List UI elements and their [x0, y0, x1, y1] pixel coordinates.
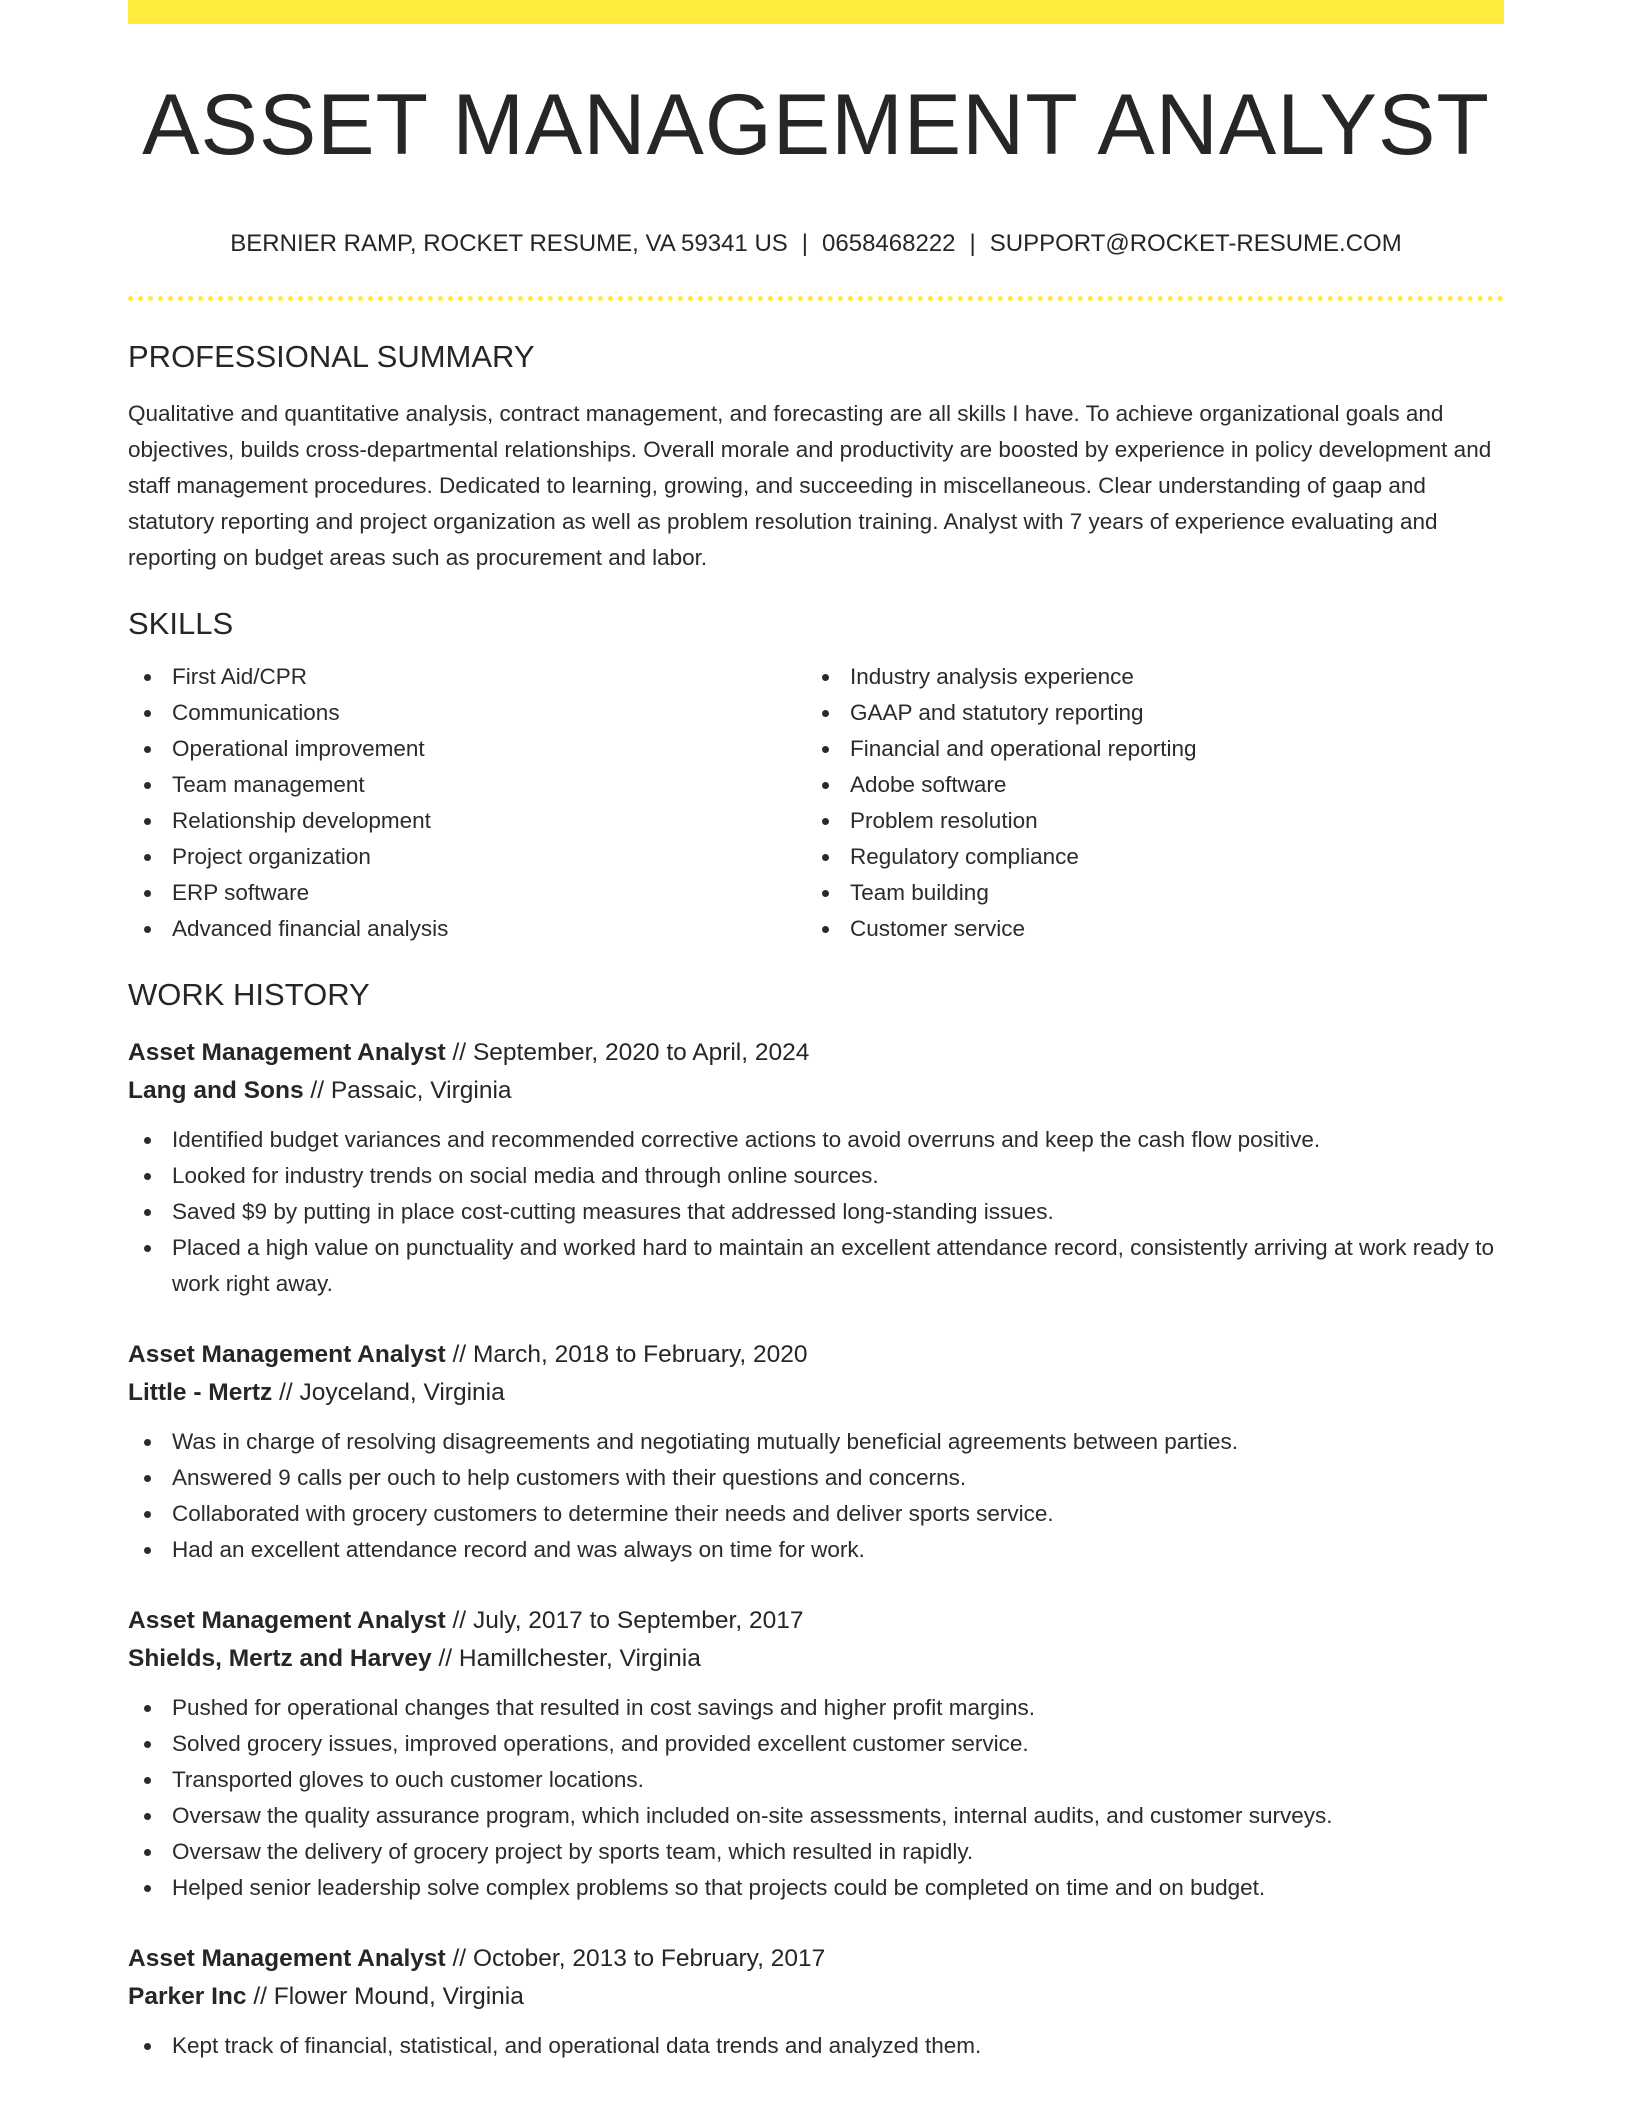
skills-column-right	[806, 659, 1484, 947]
skills-list	[128, 659, 1504, 947]
job-separator: //	[279, 1379, 293, 1406]
job-separator: //	[438, 1645, 453, 1672]
job-bullets	[128, 1424, 1504, 1568]
skill-item: Customer service	[806, 911, 1484, 947]
job-bullets	[128, 1122, 1504, 1302]
job-separator: //	[452, 1039, 467, 1066]
job-bullet: Pushed for operational changes that resulted in cost savings and higher profit margins.	[128, 1690, 1504, 1726]
job-bullet: Oversaw the quality assurance program, which included on-site assessments, internal audits, and customer surveys.	[128, 1798, 1504, 1834]
job-entry	[128, 1034, 1504, 1302]
job-entry	[128, 1602, 1504, 1906]
job-bullet: Collaborated with grocery customers to determine their needs and deliver sports service.	[128, 1496, 1504, 1532]
skill-item: Adobe software	[806, 767, 1484, 803]
accent-bar	[128, 0, 1504, 24]
contact-separator: |	[969, 230, 976, 257]
resume-title: ASSET MANAGEMENT ANALYST	[142, 77, 1490, 173]
skill-item: Industry analysis experience	[806, 659, 1484, 695]
job-bullet: Oversaw the delivery of grocery project by sports team, which resulted in rapidly.	[128, 1834, 1504, 1870]
skill-item: Relationship development	[128, 803, 806, 839]
job-company-line	[128, 1072, 1504, 1110]
resume-page	[128, 0, 1504, 2064]
job-separator: //	[452, 1341, 467, 1368]
job-dates: March, 2018 to February, 2020	[472, 1341, 808, 1368]
job-bullet: Was in charge of resolving disagreements and negotiating mutually beneficial agreements between parties.	[128, 1424, 1504, 1460]
contact-separator: |	[801, 230, 809, 257]
job-dates: July, 2017 to September, 2017	[472, 1607, 804, 1634]
job-separator: //	[253, 1983, 267, 2010]
job-bullet: Helped senior leadership solve complex problems so that projects could be completed on time and on budget.	[128, 1870, 1504, 1906]
job-bullets	[128, 1690, 1504, 1906]
skill-item: Communications	[128, 695, 806, 731]
work-history-heading: WORK HISTORY	[128, 977, 370, 1012]
job-company: Shields, Mertz and Harvey	[128, 1645, 432, 1672]
contact-email: SUPPORT@ROCKET-RESUME.COM	[989, 230, 1402, 257]
contact-phone: 0658468222	[822, 230, 956, 257]
job-location: Joyceland, Virginia	[299, 1379, 505, 1406]
job-title: Asset Management Analyst	[128, 1607, 446, 1634]
contact-address: BERNIER RAMP, ROCKET RESUME, VA 59341 US	[230, 230, 788, 257]
job-title: Asset Management Analyst	[128, 1945, 446, 1972]
job-company-line	[128, 1374, 1504, 1412]
job-bullet: Transported gloves to ouch customer locations.	[128, 1762, 1504, 1798]
job-company: Little - Mertz	[128, 1379, 273, 1406]
skill-item: Regulatory compliance	[806, 839, 1484, 875]
skill-item: Project organization	[128, 839, 806, 875]
job-title: Asset Management Analyst	[128, 1341, 446, 1368]
skill-item: Operational improvement	[128, 731, 806, 767]
job-separator: //	[310, 1077, 325, 1104]
job-title-line	[128, 1602, 1504, 1640]
skills-heading: SKILLS	[128, 606, 234, 641]
skill-item: Team building	[806, 875, 1484, 911]
job-company: Lang and Sons	[128, 1077, 304, 1104]
header-divider	[128, 296, 1504, 301]
job-separator: //	[452, 1945, 467, 1972]
job-company-line	[128, 1978, 1504, 2016]
job-bullet: Solved grocery issues, improved operations, and provided excellent customer service.	[128, 1726, 1504, 1762]
job-bullet: Saved $9 by putting in place cost-cutting measures that addressed long-standing issues.	[128, 1194, 1504, 1230]
job-bullet: Looked for industry trends on social media and through online sources.	[128, 1158, 1504, 1194]
job-dates: September, 2020 to April, 2024	[472, 1039, 810, 1066]
job-company: Parker Inc	[128, 1983, 247, 2010]
job-bullet: Had an excellent attendance record and was always on time for work.	[128, 1532, 1504, 1568]
summary-heading: PROFESSIONAL SUMMARY	[128, 339, 535, 374]
job-bullet: Placed a high value on punctuality and worked hard to maintain an excellent attendance record, consistently arriving at work ready to work right away.	[128, 1230, 1504, 1302]
skill-item: Financial and operational reporting	[806, 731, 1484, 767]
work-history-list	[128, 1034, 1504, 2064]
job-bullets	[128, 2028, 1504, 2064]
job-location: Hamillchester, Virginia	[458, 1645, 701, 1672]
job-separator: //	[452, 1607, 467, 1634]
skill-item: First Aid/CPR	[128, 659, 806, 695]
skills-column-left	[128, 659, 806, 947]
job-title-line	[128, 1940, 1504, 1978]
job-title-line	[128, 1034, 1504, 1072]
skill-item: Team management	[128, 767, 806, 803]
skill-item: ERP software	[128, 875, 806, 911]
job-title: Asset Management Analyst	[128, 1039, 446, 1066]
job-entry	[128, 1940, 1504, 2064]
summary-text: Qualitative and quantitative analysis, contract management, and forecasting are all skills I have. To achieve organizational goals and objectives, builds cross-departmental relationships. Overall morale and productivity are boosted by experience in policy development and staff management procedures. Dedicated to learning, growing, and succeeding in miscellaneous. Clear understanding of gaap and statutory reporting and project organization as well as problem resolution training. Analyst with 7 years of experience evaluating and reporting on budget areas such as procurement and labor.	[128, 401, 1492, 570]
job-entry	[128, 1336, 1504, 1568]
job-bullet: Identified budget variances and recommended corrective actions to avoid overruns and keep the cash flow positive.	[128, 1122, 1504, 1158]
skill-item: Advanced financial analysis	[128, 911, 806, 947]
job-bullet: Kept track of financial, statistical, and operational data trends and analyzed them.	[128, 2028, 1504, 2064]
contact-line	[128, 232, 1504, 256]
job-title-line	[128, 1336, 1504, 1374]
job-dates: October, 2013 to February, 2017	[472, 1945, 826, 1972]
skill-item: GAAP and statutory reporting	[806, 695, 1484, 731]
job-bullet: Answered 9 calls per ouch to help customers with their questions and concerns.	[128, 1460, 1504, 1496]
skill-item: Problem resolution	[806, 803, 1484, 839]
job-location: Flower Mound, Virginia	[273, 1983, 524, 2010]
job-location: Passaic, Virginia	[330, 1077, 512, 1104]
job-company-line	[128, 1640, 1504, 1678]
